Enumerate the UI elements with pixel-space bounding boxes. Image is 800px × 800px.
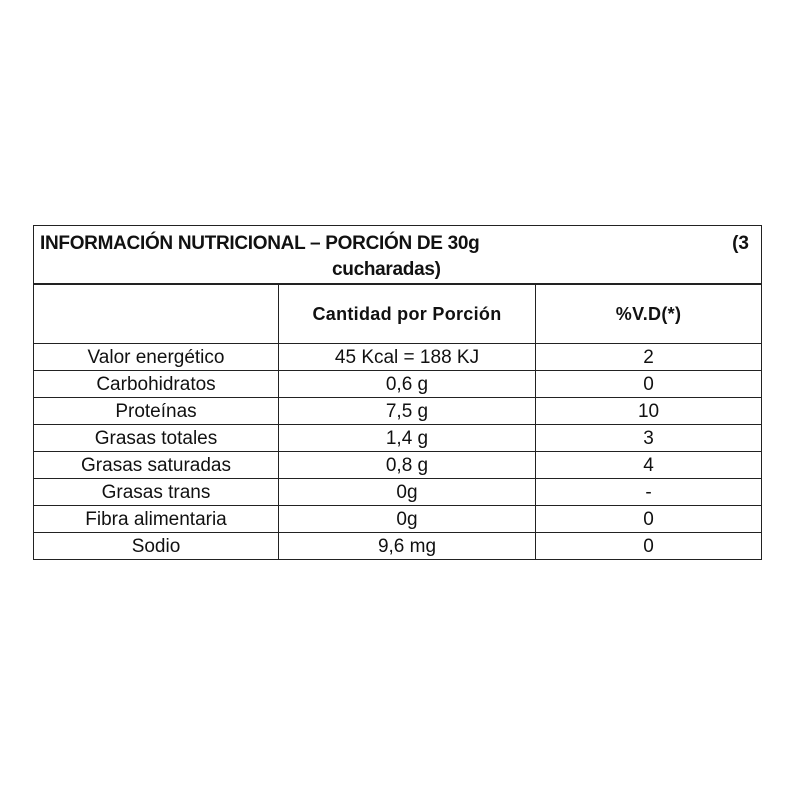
table-row [34, 344, 762, 371]
title-row [34, 226, 762, 285]
header-nutrient [34, 284, 279, 344]
nutrition-facts-table [33, 225, 762, 560]
table-row [34, 452, 762, 479]
nutrient-amount: 0,6 g [279, 371, 536, 398]
nutrient-name: Proteínas [34, 398, 279, 425]
nutrient-vd: - [536, 479, 762, 506]
nutrient-name: Grasas totales [34, 425, 279, 452]
table-row [34, 533, 762, 560]
nutrient-amount: 0g [279, 479, 536, 506]
nutrient-vd: 0 [536, 371, 762, 398]
nutrient-name: Grasas saturadas [34, 452, 279, 479]
nutrient-amount: 0,8 g [279, 452, 536, 479]
nutrient-vd: 10 [536, 398, 762, 425]
header-amount: Cantidad por Porción [279, 284, 536, 344]
nutrient-name: Sodio [34, 533, 279, 560]
nutrient-amount: 9,6 mg [279, 533, 536, 560]
nutrient-name: Fibra alimentaria [34, 506, 279, 533]
nutrient-vd: 3 [536, 425, 762, 452]
table-row [34, 371, 762, 398]
nutrient-amount: 45 Kcal = 188 KJ [279, 344, 536, 371]
nutrient-vd: 0 [536, 533, 762, 560]
nutrient-amount: 1,4 g [279, 425, 536, 452]
table-title-continuation: cucharadas) [332, 259, 441, 280]
nutrient-name: Valor energético [34, 344, 279, 371]
nutrient-name: Carbohidratos [34, 371, 279, 398]
nutrient-name: Grasas trans [34, 479, 279, 506]
table-title-cell [34, 226, 762, 285]
nutrient-amount: 0g [279, 506, 536, 533]
table-title-extra: (3 [732, 233, 750, 254]
header-vd: %V.D(*) [536, 284, 762, 344]
nutrient-vd: 0 [536, 506, 762, 533]
table-row [34, 425, 762, 452]
header-row [34, 284, 762, 344]
nutrient-vd: 4 [536, 452, 762, 479]
table-row [34, 506, 762, 533]
table-row [34, 479, 762, 506]
nutrient-vd: 2 [536, 344, 762, 371]
nutrient-amount: 7,5 g [279, 398, 536, 425]
table-title: INFORMACIÓN NUTRICIONAL – PORCIÓN DE 30g [40, 233, 480, 254]
table-row [34, 398, 762, 425]
